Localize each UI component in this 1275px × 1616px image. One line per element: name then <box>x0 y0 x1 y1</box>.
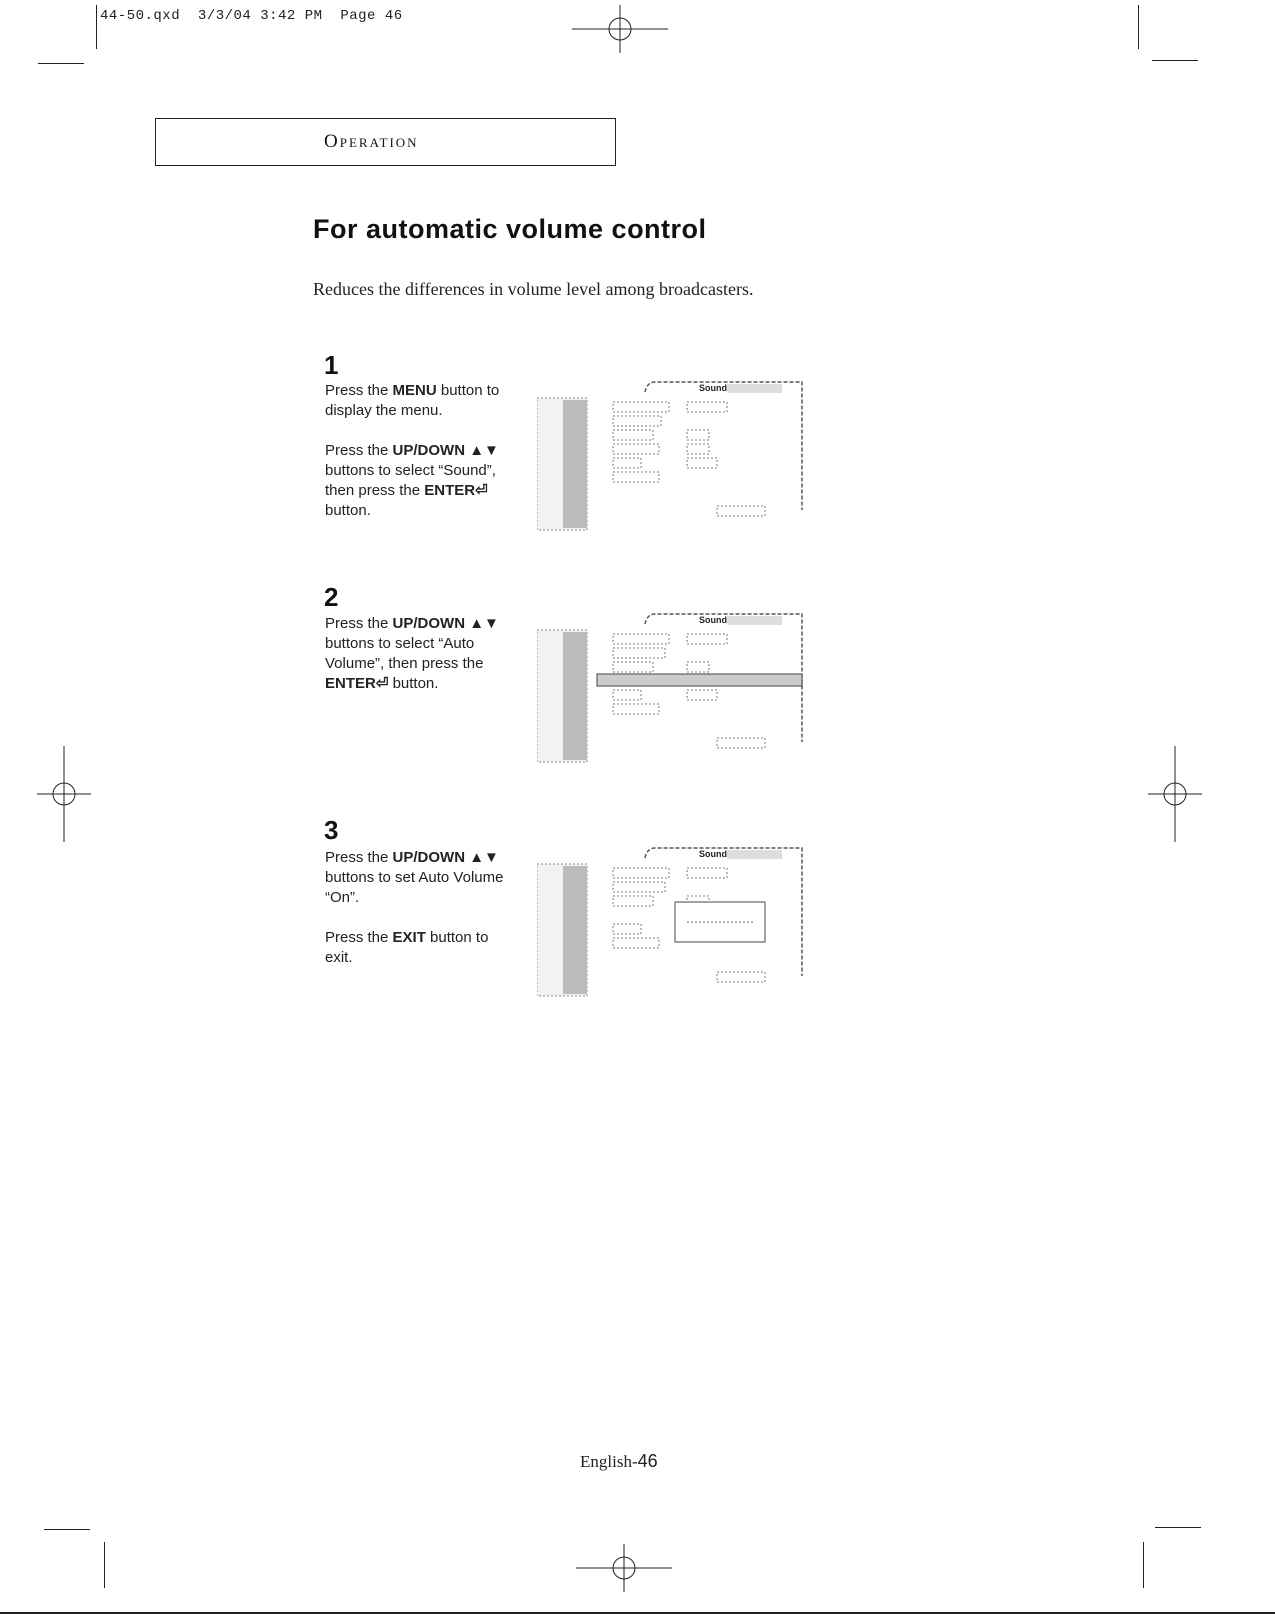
step-2-osd-title: Sound <box>699 615 727 625</box>
step-1-para-2: Press the UP/DOWN ▲▼ buttons to select “Sound”, then press the ENTER⏎ button. <box>325 442 499 519</box>
step-1-para-1: Press the MENU button to display the menu. <box>325 382 500 419</box>
page-number: 46 <box>637 1451 658 1471</box>
section-header <box>155 118 616 166</box>
page-footer <box>580 1451 658 1472</box>
step-1-osd-title: Sound <box>699 383 727 393</box>
printer-slug: 44-50.qxd 3/3/04 3:42 PM Page 46 <box>100 8 403 24</box>
intro-text: Reduces the differences in volume level among broadcasters. <box>313 279 754 299</box>
registration-mark-bottom <box>576 1544 672 1592</box>
section-label: Operation <box>324 131 419 152</box>
step-3-para-1: Press the UP/DOWN ▲▼ buttons to set Auto Volume “On”. <box>325 849 504 906</box>
step-1-osd-screenshot <box>537 380 809 532</box>
registration-mark-left <box>37 746 91 842</box>
step-1-text <box>325 381 520 541</box>
registration-mark-top <box>572 5 668 53</box>
step-2-osd-screenshot <box>537 612 809 764</box>
step-3-text <box>325 848 520 988</box>
step-3-para-2: Press the EXIT button to exit. <box>325 929 489 966</box>
step-2-text <box>325 614 520 714</box>
registration-mark-right <box>1148 746 1202 842</box>
step-3-osd-screenshot <box>537 846 809 998</box>
footer-language: English- <box>580 1452 638 1471</box>
step-1-number: 1 <box>324 350 339 380</box>
page-title: For automatic volume control <box>313 214 707 244</box>
step-3-number: 3 <box>324 815 339 845</box>
step-3-osd-title: Sound <box>699 849 727 859</box>
step-2-number: 2 <box>324 582 339 612</box>
step-2-para-1: Press the UP/DOWN ▲▼ buttons to select “Auto Volume”, then press the ENTER⏎ button. <box>325 615 499 692</box>
